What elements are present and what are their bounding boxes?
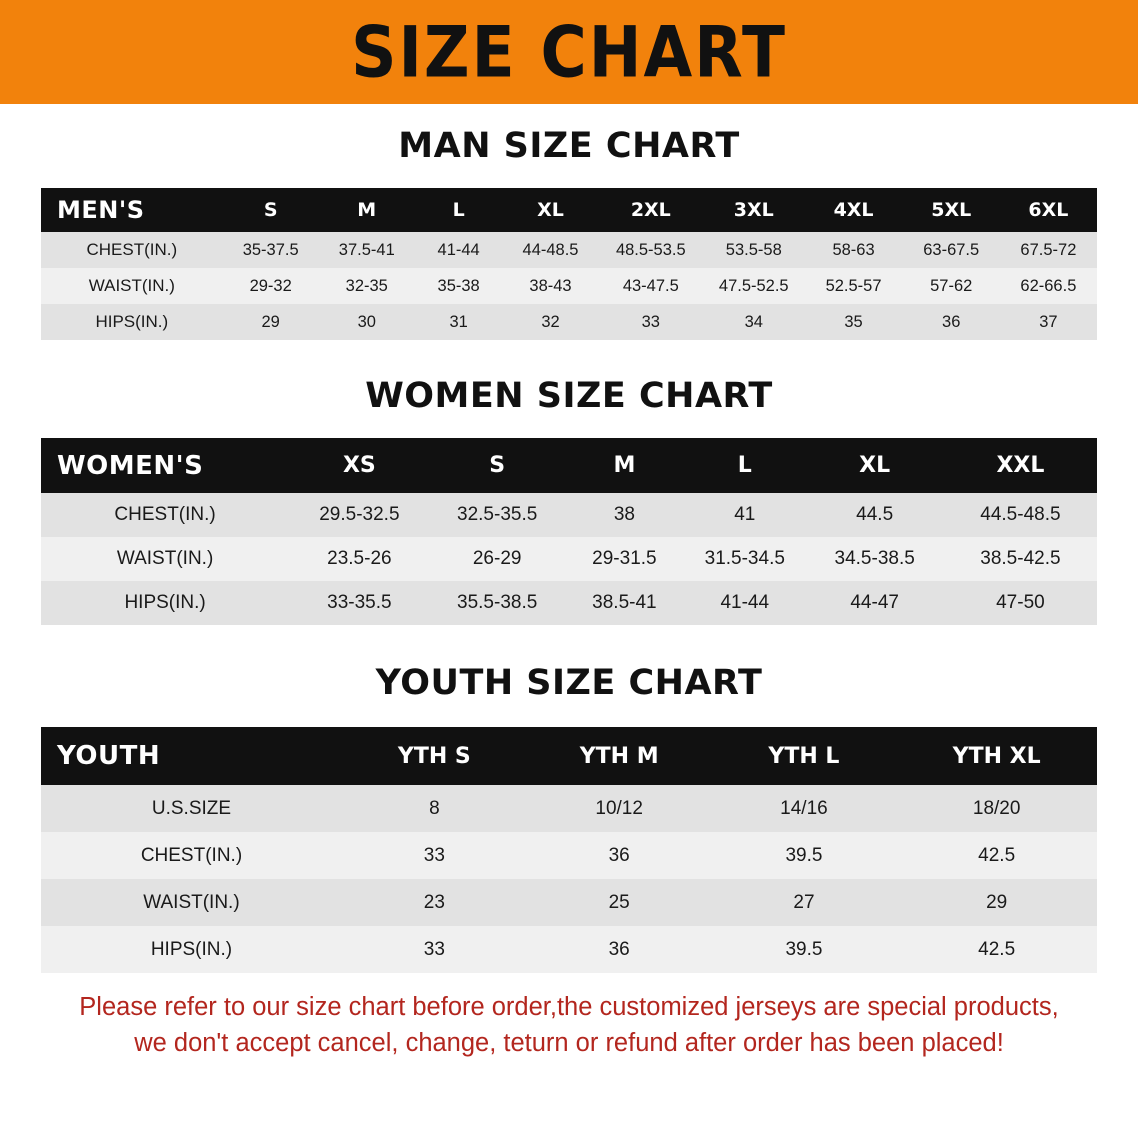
table-row bbox=[41, 879, 1097, 926]
cell: 44-48.5 bbox=[522, 240, 579, 259]
cell: 44.5-48.5 bbox=[980, 504, 1061, 525]
cell: 29.5-32.5 bbox=[319, 504, 400, 525]
table-row bbox=[41, 832, 1097, 879]
cell: 48.5-53.5 bbox=[615, 240, 686, 259]
cell: 10/12 bbox=[595, 797, 643, 819]
row-label: HIPS(IN.) bbox=[95, 312, 169, 331]
man-table-wrapper bbox=[0, 188, 1138, 340]
cell: 57-62 bbox=[930, 276, 973, 295]
cell: 25 bbox=[608, 891, 630, 913]
youth-header-label: YOUTH bbox=[41, 727, 342, 785]
cell: 41 bbox=[734, 504, 756, 525]
row-label: HIPS(IN.) bbox=[124, 592, 206, 613]
women-header-xxl: XXL bbox=[944, 438, 1097, 493]
men-header-m: M bbox=[319, 188, 415, 232]
cell: 26-29 bbox=[472, 548, 522, 569]
row-label: HIPS(IN.) bbox=[150, 938, 233, 960]
table-header-row bbox=[41, 727, 1097, 785]
cell: 37 bbox=[1039, 312, 1058, 331]
cell: 35-37.5 bbox=[242, 240, 299, 259]
men-header-5xl: 5XL bbox=[903, 188, 1000, 232]
cell: 14/16 bbox=[780, 797, 828, 819]
row-label: CHEST(IN.) bbox=[86, 240, 178, 259]
men-header-label: MEN'S bbox=[41, 188, 223, 232]
youth-header-yth-s: YTH S bbox=[342, 727, 527, 785]
table-row bbox=[41, 785, 1097, 832]
row-label: CHEST(IN.) bbox=[114, 504, 216, 525]
men-header-s: S bbox=[223, 188, 319, 232]
cell: 44-47 bbox=[850, 592, 899, 613]
cell: 58-63 bbox=[832, 240, 875, 259]
women-header-label: WOMEN'S bbox=[41, 438, 289, 493]
cell: 47.5-52.5 bbox=[718, 276, 789, 295]
cell: 38-43 bbox=[529, 276, 572, 295]
row-label: WAIST(IN.) bbox=[116, 548, 214, 569]
cell: 37.5-41 bbox=[338, 240, 395, 259]
women-header-m: M bbox=[565, 438, 684, 493]
cell: 62-66.5 bbox=[1020, 276, 1077, 295]
cell: 33-35.5 bbox=[327, 592, 392, 613]
cell: 23 bbox=[423, 891, 445, 913]
cell: 63-67.5 bbox=[923, 240, 980, 259]
banner bbox=[0, 0, 1138, 104]
women-header-xs: XS bbox=[289, 438, 429, 493]
table-row bbox=[41, 304, 1097, 340]
men-header-2xl: 2XL bbox=[599, 188, 704, 232]
table-row bbox=[41, 537, 1097, 581]
youth-header-yth-xl: YTH XL bbox=[896, 727, 1097, 785]
cell: 38 bbox=[613, 504, 635, 525]
women-header-s: S bbox=[430, 438, 565, 493]
women-section-heading: WOMEN SIZE CHART bbox=[365, 376, 773, 416]
cell: 23.5-26 bbox=[327, 548, 392, 569]
table-row bbox=[41, 493, 1097, 537]
row-label: U.S.SIZE bbox=[151, 797, 232, 819]
table-header-row bbox=[41, 188, 1097, 232]
women-header-xl: XL bbox=[806, 438, 944, 493]
cell: 52.5-57 bbox=[825, 276, 882, 295]
row-label: WAIST(IN.) bbox=[88, 276, 175, 295]
youth-header-yth-l: YTH L bbox=[712, 727, 897, 785]
cell: 38.5-41 bbox=[592, 592, 657, 613]
cell: 8 bbox=[429, 797, 440, 819]
cell: 33 bbox=[641, 312, 660, 331]
table-row bbox=[41, 268, 1097, 304]
cell: 35-38 bbox=[437, 276, 480, 295]
women-header-l: L bbox=[684, 438, 805, 493]
disclaimer-line-2: we don't accept cancel, change, teturn or refund after order has been placed! bbox=[134, 1029, 1004, 1058]
cell: 32 bbox=[541, 312, 560, 331]
cell: 35 bbox=[844, 312, 863, 331]
cell: 27 bbox=[793, 891, 815, 913]
men-header-4xl: 4XL bbox=[804, 188, 902, 232]
cell: 36 bbox=[608, 938, 630, 960]
cell: 35.5-38.5 bbox=[457, 592, 538, 613]
cell: 33 bbox=[423, 844, 445, 866]
cell: 18/20 bbox=[972, 797, 1021, 819]
cell: 34 bbox=[744, 312, 763, 331]
men-header-3xl: 3XL bbox=[703, 188, 804, 232]
cell: 33 bbox=[423, 938, 445, 960]
cell: 29 bbox=[986, 891, 1008, 913]
cell: 36 bbox=[942, 312, 961, 331]
cell: 31 bbox=[449, 312, 468, 331]
disclaimer-line-1: Please refer to our size chart before order,the customized jerseys are special products, bbox=[79, 993, 1059, 1021]
man-section-heading: MAN SIZE CHART bbox=[398, 126, 740, 166]
men-header-l: L bbox=[415, 188, 503, 232]
table-row bbox=[41, 926, 1097, 973]
row-label: CHEST(IN.) bbox=[140, 844, 243, 866]
cell: 53.5-58 bbox=[725, 240, 782, 259]
cell: 42.5 bbox=[978, 844, 1016, 866]
cell: 38.5-42.5 bbox=[980, 548, 1061, 569]
cell: 36 bbox=[608, 844, 630, 866]
cell: 32.5-35.5 bbox=[457, 504, 538, 525]
youth-size-table bbox=[41, 727, 1097, 973]
cell: 43-47.5 bbox=[622, 276, 679, 295]
cell: 41-44 bbox=[437, 240, 480, 259]
men-header-xl: XL bbox=[502, 188, 598, 232]
cell: 39.5 bbox=[785, 844, 823, 866]
cell: 32-35 bbox=[345, 276, 388, 295]
youth-header-yth-m: YTH M bbox=[527, 727, 712, 785]
women-size-table bbox=[41, 438, 1097, 625]
youth-table-wrapper bbox=[0, 727, 1138, 973]
cell: 41-44 bbox=[720, 592, 770, 613]
cell: 39.5 bbox=[785, 938, 823, 960]
cell: 29-31.5 bbox=[592, 548, 657, 569]
men-header-6xl: 6XL bbox=[1000, 188, 1097, 232]
women-table-wrapper bbox=[0, 438, 1138, 625]
cell: 34.5-38.5 bbox=[834, 548, 915, 569]
man-size-table bbox=[41, 188, 1097, 340]
cell: 29 bbox=[261, 312, 280, 331]
youth-section-heading: YOUTH SIZE CHART bbox=[375, 663, 763, 703]
table-row bbox=[41, 581, 1097, 625]
cell: 42.5 bbox=[978, 938, 1016, 960]
cell: 67.5-72 bbox=[1020, 240, 1077, 259]
disclaimer-note bbox=[0, 989, 1138, 1061]
banner-title: SIZE CHART bbox=[351, 11, 787, 93]
cell: 29-32 bbox=[249, 276, 292, 295]
table-row bbox=[41, 232, 1097, 268]
cell: 47-50 bbox=[996, 592, 1045, 613]
cell: 44.5 bbox=[856, 504, 894, 525]
table-header-row bbox=[41, 438, 1097, 493]
cell: 30 bbox=[357, 312, 376, 331]
row-label: WAIST(IN.) bbox=[143, 891, 240, 913]
cell: 31.5-34.5 bbox=[704, 548, 785, 569]
